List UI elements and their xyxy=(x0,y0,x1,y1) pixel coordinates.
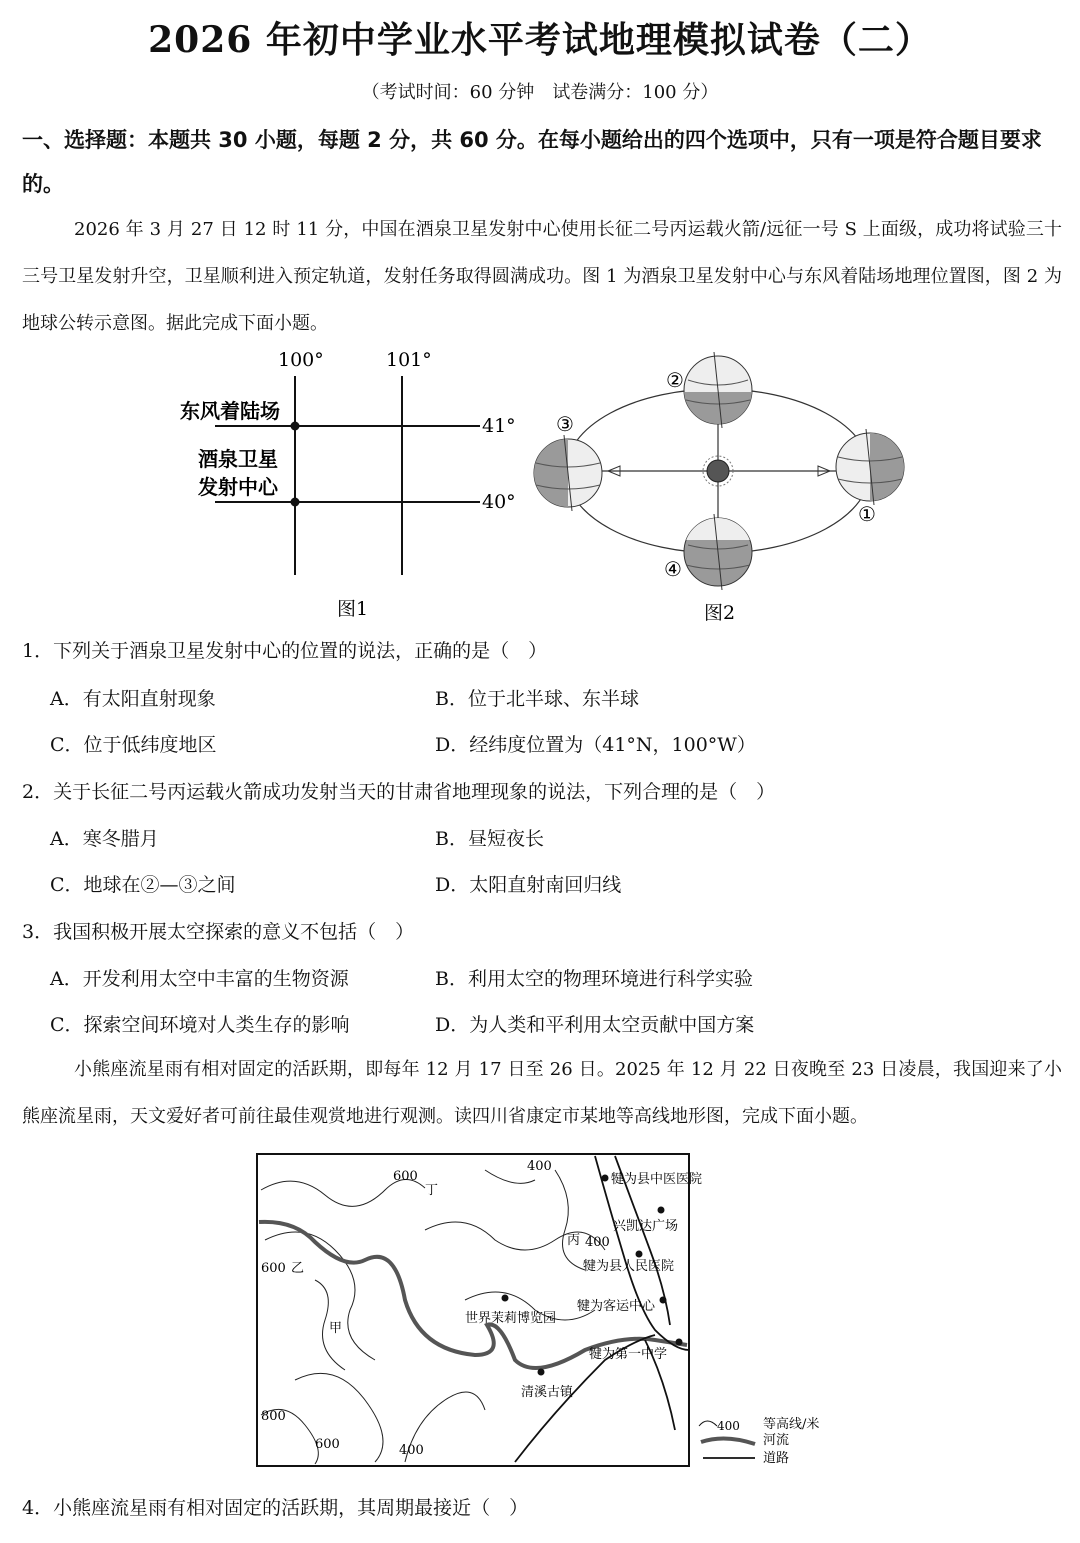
earth-position-4 xyxy=(684,514,752,590)
pos-4-label: ④ xyxy=(664,557,682,581)
contour-label: 800 xyxy=(261,1409,286,1424)
point-bing: 丙 xyxy=(567,1233,581,1248)
passage-2: 小熊座流星雨有相对固定的活跃期，即每年 12 月 17 日至 26 日。2025 年 12 月 22 日夜晚至 23 日凌晨，我国迎来了小熊座流星雨，天文爱好者可前往最佳观赏地进行观测。读四川省康定市某地等高线地形图，完成下面小题。 xyxy=(22,1059,1062,1127)
q3-option-a[interactable]: A．开发利用太空中丰富的生物资源 xyxy=(50,968,349,990)
place-label: 犍为第一中学 xyxy=(589,1347,668,1362)
lon-101-label: 101° xyxy=(386,349,432,371)
figure-2-caption: 图2 xyxy=(704,602,736,624)
q1-option-d[interactable]: D．经纬度位置为（41°N，100°W） xyxy=(435,734,756,756)
passage-1: 2026 年 3 月 27 日 12 时 11 分，中国在酒泉卫星发射中心使用长征二号丙运载火箭/远征一号 S 上面级，成功将试验三十三号卫星发射升空，卫星顺利进入预定轨道，发射任务取得圆满成功。图 1 为酒泉卫星发射中心与东风着陆场地理位置图，图 2 为地球公转示意图。据此完成下面小题。 xyxy=(22,219,1062,334)
q2-option-c[interactable]: C．地球在②—③之间 xyxy=(50,874,236,896)
lat-40-label: 40° xyxy=(482,491,516,513)
contour-label: 400 xyxy=(399,1443,424,1458)
earth-position-1 xyxy=(836,429,904,505)
point-yi: 乙 xyxy=(291,1261,305,1276)
contour-label: 600 xyxy=(261,1261,286,1276)
place-label: 犍为县中医医院 xyxy=(611,1172,703,1187)
legend-river: 河流 xyxy=(763,1433,790,1448)
pos-1-label: ① xyxy=(858,502,876,526)
dongfeng-label: 东风着陆场 xyxy=(180,399,280,423)
earth-position-3 xyxy=(534,435,602,511)
page-title: 2026 年初中学业水平考试地理模拟试卷（二） xyxy=(148,19,932,61)
place-label: 犍为县人民医院 xyxy=(583,1259,675,1274)
place-label: 兴凯达广场 xyxy=(613,1219,679,1234)
q3-option-c[interactable]: C．探索空间环境对人类生存的影响 xyxy=(50,1014,350,1036)
exam-info: （考试时间：60 分钟 试卷满分：100 分） xyxy=(361,82,719,103)
figure-1-map xyxy=(170,340,530,630)
contour-label: 600 xyxy=(315,1437,340,1452)
legend-contour: 等高线/米 xyxy=(763,1417,820,1432)
q2-option-b[interactable]: B．昼短夜长 xyxy=(435,828,544,850)
q3-option-d[interactable]: D．为人类和平利用太空贡献中国方案 xyxy=(435,1014,755,1036)
contour-map xyxy=(255,1150,865,1470)
contour-label: 400 xyxy=(527,1159,552,1174)
place-label: 世界茉莉博览园 xyxy=(465,1311,557,1326)
dongfeng-point xyxy=(291,422,300,431)
question-2-stem: 2．关于长征二号丙运载火箭成功发射当天的甘肃省地理现象的说法，下列合理的是（ ） xyxy=(22,781,776,803)
q1-option-a[interactable]: A．有太阳直射现象 xyxy=(50,688,216,710)
question-4-stem: 4．小熊座流星雨有相对固定的活跃期，其周期最接近（ ） xyxy=(22,1497,529,1519)
point-jia: 甲 xyxy=(329,1321,343,1336)
q1-option-c[interactable]: C．位于低纬度地区 xyxy=(50,734,217,756)
q1-option-b[interactable]: B．位于北半球、东半球 xyxy=(435,688,639,710)
sun-icon xyxy=(707,460,729,482)
q2-option-d[interactable]: D．太阳直射南回归线 xyxy=(435,874,622,896)
q3-option-b[interactable]: B．利用太空的物理环境进行科学实验 xyxy=(435,968,753,990)
pos-2-label: ② xyxy=(666,368,684,392)
place-label: 犍为客运中心 xyxy=(577,1299,656,1314)
jiuquan-label-2: 发射中心 xyxy=(198,475,278,499)
figure-2-orbit xyxy=(528,345,918,630)
section-heading: 一、选择题：本题共 30 小题，每题 2 分，共 60 分。在每小题给出的四个选项中，只有一项是符合题目要求的。 xyxy=(22,128,1042,196)
jiuquan-label-1: 酒泉卫星 xyxy=(198,447,278,471)
place-label: 清溪古镇 xyxy=(521,1385,574,1400)
map-legend xyxy=(699,1416,819,1466)
lat-41-label: 41° xyxy=(482,415,516,437)
legend-road: 道路 xyxy=(763,1451,790,1466)
jiuquan-point xyxy=(291,498,300,507)
lon-100-label: 100° xyxy=(278,349,324,371)
question-1-stem: 1．下列关于酒泉卫星发射中心的位置的说法，正确的是（ ） xyxy=(22,640,548,662)
earth-position-2 xyxy=(684,352,752,428)
question-3-stem: 3．我国积极开展太空探索的意义不包括（ ） xyxy=(22,921,415,943)
q2-option-a[interactable]: A．寒冬腊月 xyxy=(50,828,159,850)
contour-label: 400 xyxy=(585,1235,610,1250)
legend-contour-value: 400 xyxy=(717,1419,740,1433)
contour-label: 600 xyxy=(393,1169,418,1184)
pos-3-label: ③ xyxy=(556,412,574,436)
figure-1-caption: 图1 xyxy=(337,598,369,620)
point-ding: 丁 xyxy=(425,1183,439,1198)
